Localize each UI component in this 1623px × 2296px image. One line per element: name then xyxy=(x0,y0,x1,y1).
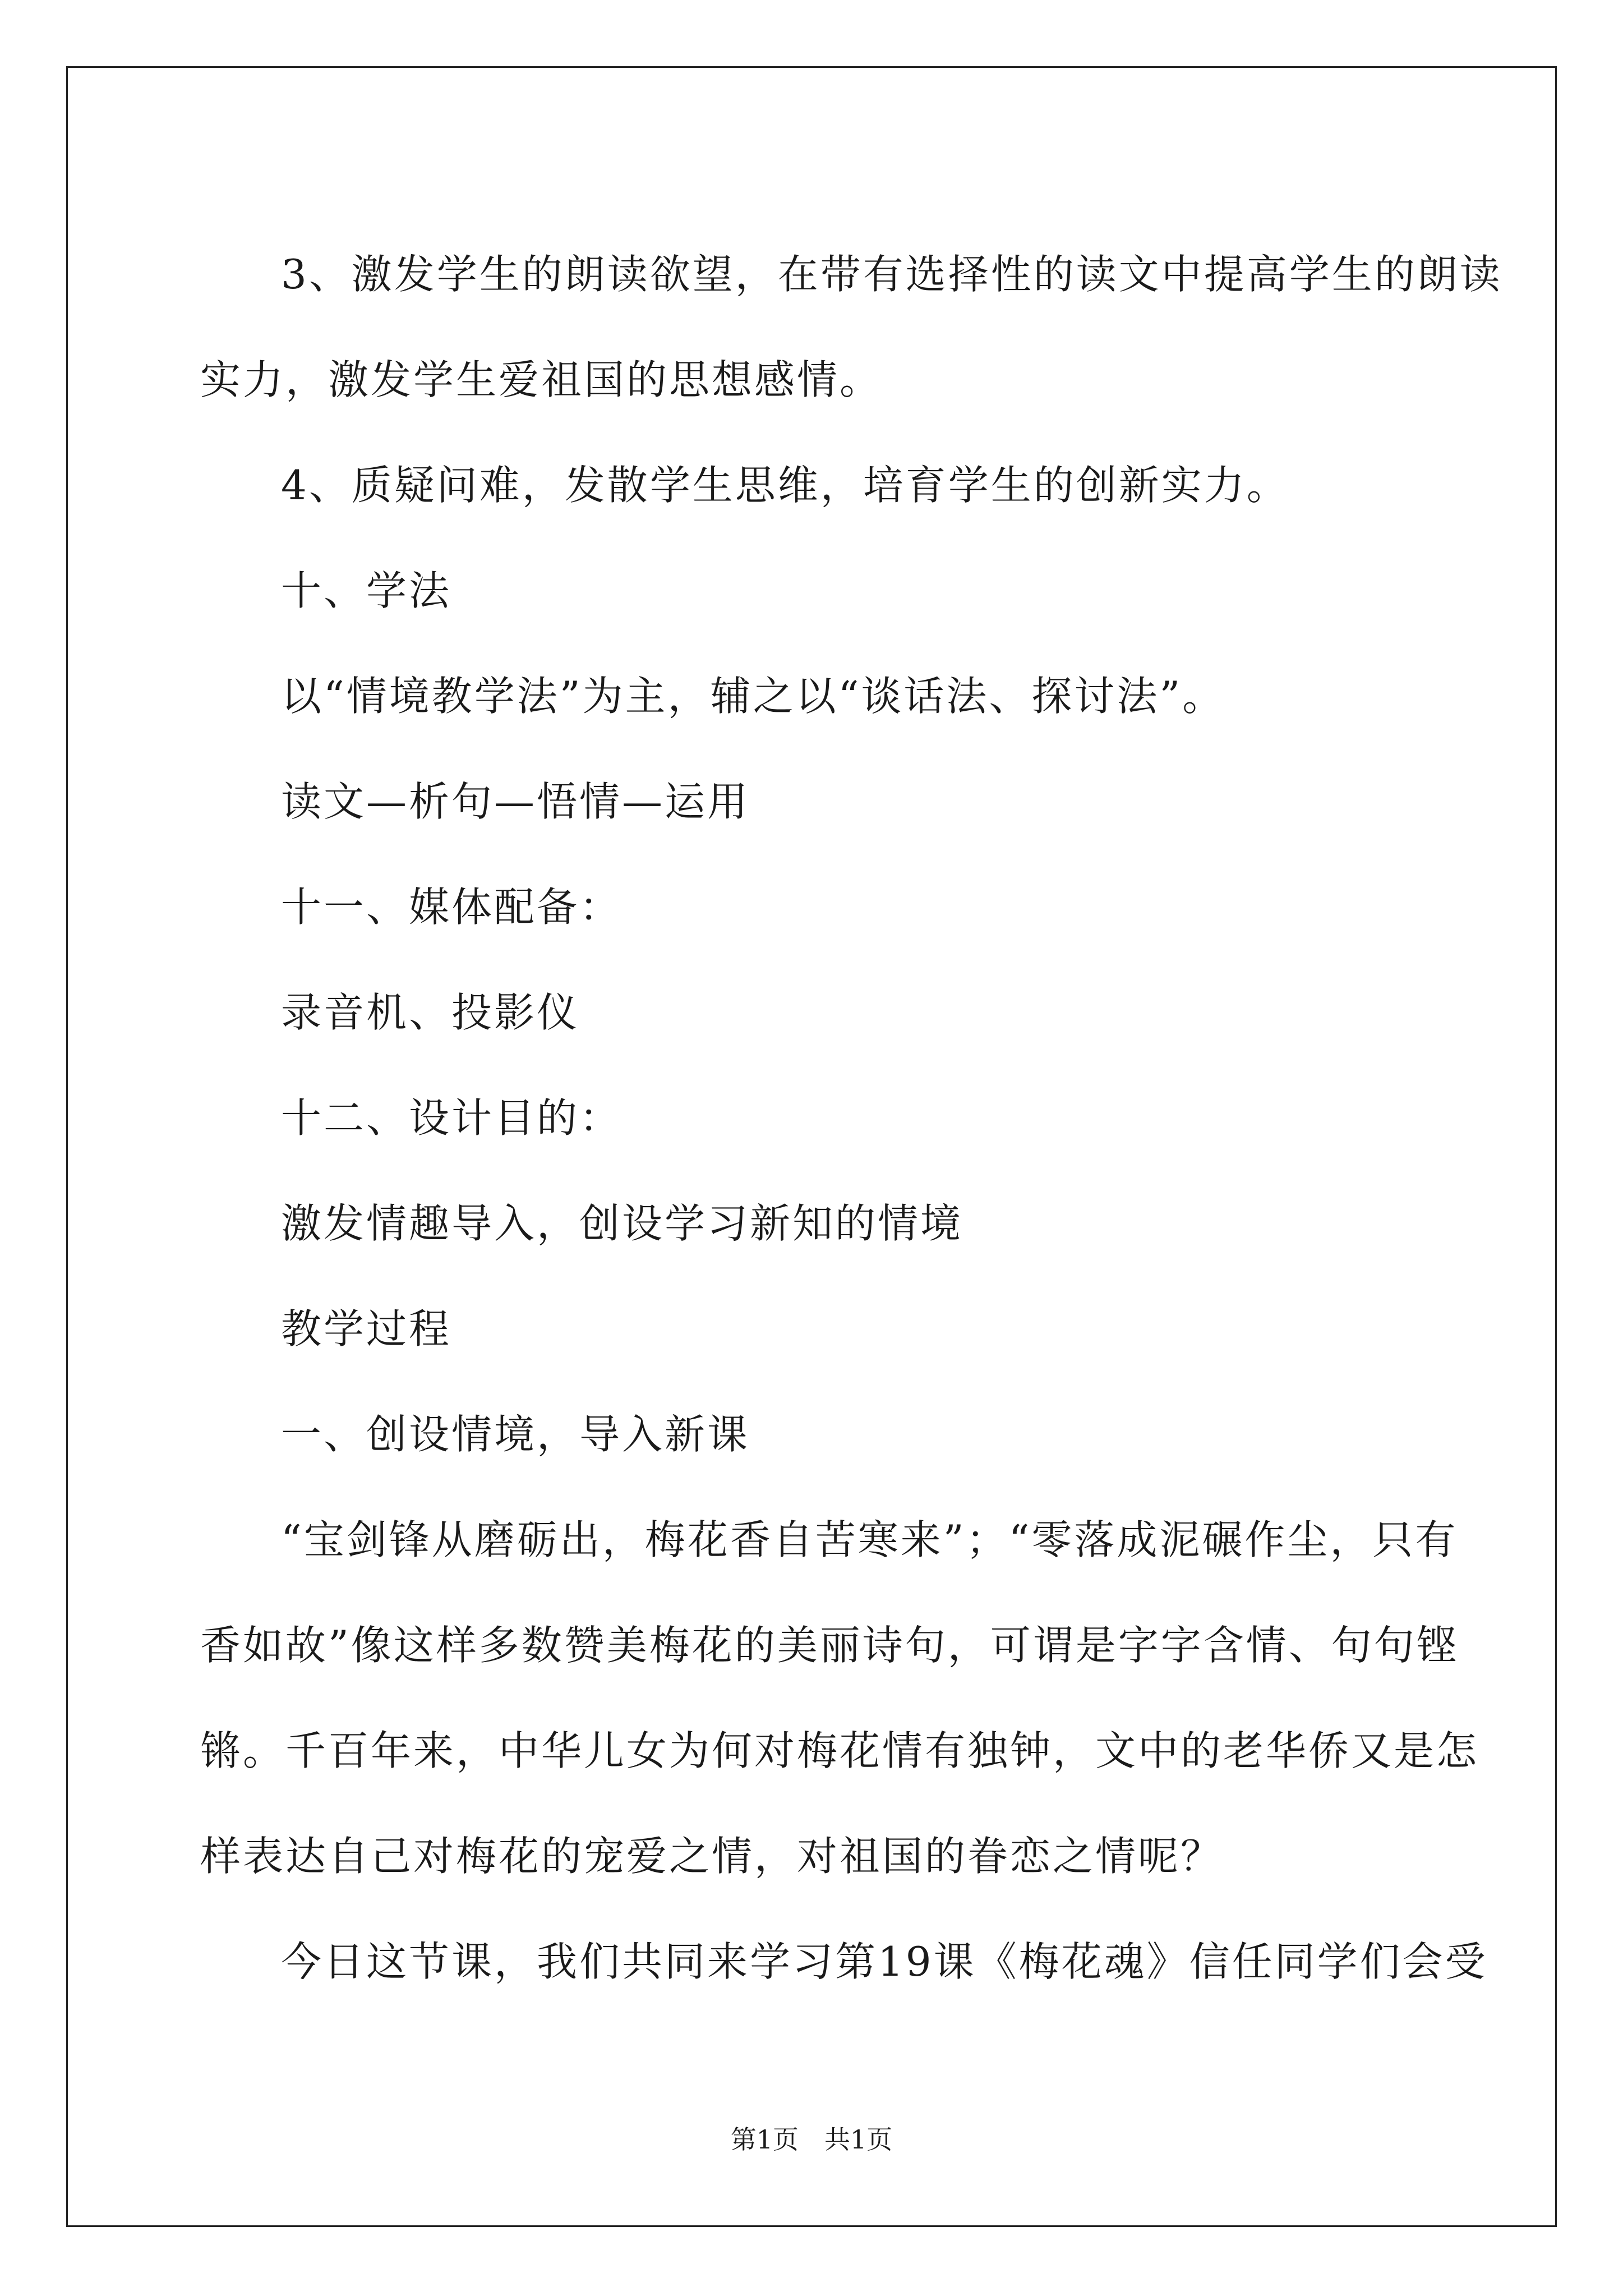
page-total: 共1页 xyxy=(824,2124,893,2155)
page-number: 第1页 xyxy=(730,2124,799,2155)
section-heading: 十、学法 xyxy=(281,567,452,614)
paragraph-line: 今日这节课，我们共同来学习第19课《梅花魂》信任同学们会受 xyxy=(281,1938,1488,1985)
section-heading: 十一、媒体配备： xyxy=(281,884,623,931)
section-heading: 十二、设计目的： xyxy=(281,1094,623,1142)
paragraph-line: 3、激发学生的朗读欲望，在带有选择性的读文中提高学生的朗读 xyxy=(281,251,1502,298)
paragraph-line: 读文—析句—悟情—运用 xyxy=(281,778,750,825)
page-footer xyxy=(0,2119,1623,2156)
section-heading: 教学过程 xyxy=(281,1305,452,1352)
section-heading: 一、创设情境，导入新课 xyxy=(281,1411,750,1458)
paragraph-line: 激发情趣导入，创设学习新知的情境 xyxy=(281,1200,963,1247)
paragraph-line: 样表达自己对梅花的宠爱之情，对祖国的眷恋之情呢？ xyxy=(200,1833,1224,1880)
paragraph-line: 录音机、投影仪 xyxy=(281,989,580,1036)
paragraph-line: 香如故”像这样多数赞美梅花的美丽诗句，可谓是字字含情、句句铿 xyxy=(200,1622,1459,1669)
paragraph-line: 4、质疑问难，发散学生思维，培育学生的创新实力。 xyxy=(281,462,1289,509)
paragraph-line: 锵。千百年来，中华儿女为何对梅花情有独钟，文中的老华侨又是怎 xyxy=(200,1727,1479,1774)
paragraph-line: 以“情境教学法”为主，辅之以“谈话法、探讨法”。 xyxy=(281,673,1225,720)
document-body xyxy=(200,222,1502,2014)
paragraph-line: 实力，激发学生爱祖国的思想感情。 xyxy=(200,356,883,403)
paragraph-line: “宝剑锋从磨砺出，梅花香自苦寒来”；“零落成泥碾作尘，只有 xyxy=(281,1516,1458,1563)
